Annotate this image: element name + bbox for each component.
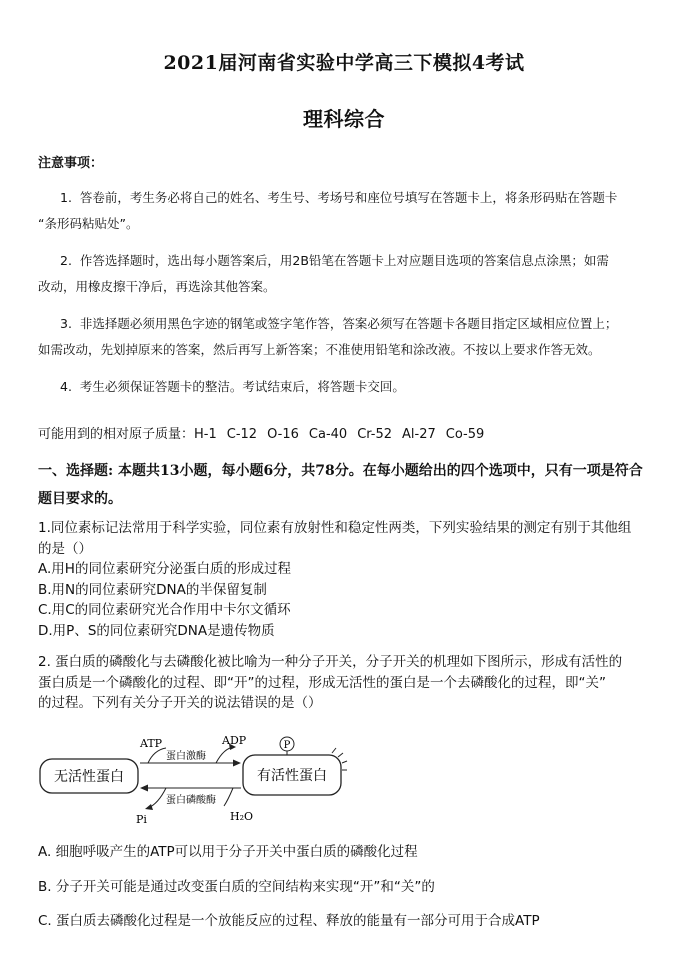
atomic-mass-value: Cr-52 <box>357 427 393 442</box>
section-heading-line: 题目要求的。 <box>38 491 122 507</box>
note-text: 改动，用橡皮擦干净后，再选涂其他答案。 <box>38 279 276 294</box>
inactive-protein-label: 无活性蛋白 <box>54 769 124 785</box>
q2-option-b: B. 分子开关可能是通过改变蛋白质的空间结构来实现“开”和“关”的 <box>38 879 435 895</box>
note-number: 4. <box>60 379 72 394</box>
adp-label: ADP <box>222 734 247 747</box>
option-c: C.用C的同位素研究光合作用中卡尔文循环 <box>38 602 291 618</box>
note-item-4 <box>38 374 658 400</box>
note-item-1 <box>38 185 658 237</box>
option-a: A.用H的同位素研究分泌蛋白质的形成过程 <box>38 561 291 577</box>
tick-marks <box>332 748 347 770</box>
note-text: 作答选择题时，选出每小题答案后，用2B铅笔在答题卡上对应题目选项的答案信息点涂黑；如需 <box>79 253 609 268</box>
section-heading-line: 一、选择题: 本题共13小题，每小题6分，共78分。在每小题给出的四个选项中，只有一项是符合 <box>38 463 643 479</box>
adp-curve <box>216 747 234 763</box>
question-stem: 的过程。下列有关分子开关的说法错误的是（） <box>38 695 322 711</box>
question-2 <box>38 652 658 714</box>
atomic-mass-value: H-1 <box>194 427 217 442</box>
note-item-3 <box>38 311 658 363</box>
atomic-mass-value: Ca-40 <box>308 427 348 442</box>
h2o-label: H₂O <box>230 810 254 823</box>
h2o-curve <box>224 788 233 806</box>
note-number: 3. <box>60 316 72 331</box>
q2-option-c: C. 蛋白质去磷酸化过程是一个放能反应的过程、释放的能量有一部分可用于合成ATP <box>38 913 540 929</box>
question-stem: 的是（） <box>38 540 92 557</box>
exam-subtitle: 理科综合 <box>303 107 385 131</box>
exam-title: 2021届河南省实验中学高三下模拟4考试 <box>163 52 525 74</box>
note-text: 答卷前，考生务必将自己的姓名、考生号、考场号和座位号填写在答题卡上，将条形码贴在答题卡 <box>79 190 618 205</box>
note-number: 1. <box>60 190 72 205</box>
atomic-mass-value: Co-59 <box>445 427 485 442</box>
question-stem: 蛋白质是一个磷酸化的过程、即“开”的过程，形成无活性的蛋白是一个去磷酸化的过程，即“关” <box>38 674 606 691</box>
arrow-head-icon <box>233 760 241 767</box>
arrow-head-icon <box>145 804 153 810</box>
question-1 <box>38 518 658 641</box>
phosphatase-label: 蛋白磷酸酶 <box>166 795 216 806</box>
note-text: 考生必须保证答题卡的整洁。考试结束后，将答题卡交回。 <box>79 379 405 394</box>
question-stem: 1.同位素标记法常用于科学实验，同位素有放射性和稳定性两类，下列实验结果的测定有别于其他组 <box>38 520 632 536</box>
question-stem: 2. 蛋白质的磷酸化与去磷酸化被比喻为一种分子开关，分子开关的机理如下图所示，形成有活性的 <box>38 654 623 670</box>
option-d: D.用P、S的同位素研究DNA是遗传物质 <box>38 622 275 639</box>
arrow-head-icon <box>140 785 148 792</box>
atomic-mass-value: C-12 <box>226 427 258 442</box>
atomic-masses <box>38 423 494 442</box>
option-b: B.用N的同位素研究DNA的半保留复制 <box>38 581 267 598</box>
note-text: “条形码粘贴处”。 <box>38 216 139 231</box>
notes-heading: 注意事项： <box>38 156 104 171</box>
atomic-mass-value: Al-27 <box>402 427 436 442</box>
atp-curve <box>148 748 166 763</box>
section-heading <box>38 457 656 513</box>
atomic-masses-label: 可能用到的相对原子质量： <box>38 427 195 442</box>
q2-option-a: A. 细胞呼吸产生的ATP可以用于分子开关中蛋白质的磷酸化过程 <box>38 844 418 860</box>
note-text: 非选择题必须用黑色字迹的钢笔或签字笔作答，答案必须写在答题卡各题目指定区域相应位置上； <box>79 316 618 331</box>
atp-label: ATP <box>140 737 163 750</box>
active-protein-label: 有活性蛋白 <box>257 768 327 784</box>
phosphate-label: P <box>283 740 291 751</box>
note-text: 如需改动，先划掉原来的答案，然后再写上新答案；不准使用铅笔和涂改液。不按以上要求作答无效。 <box>38 342 601 357</box>
note-number: 2. <box>60 253 72 268</box>
molecular-switch-diagram <box>38 728 348 828</box>
pi-label: Pi <box>136 813 147 826</box>
kinase-label: 蛋白激酶 <box>166 751 206 762</box>
atomic-mass-value: O-16 <box>267 427 299 442</box>
note-item-2 <box>38 248 658 300</box>
